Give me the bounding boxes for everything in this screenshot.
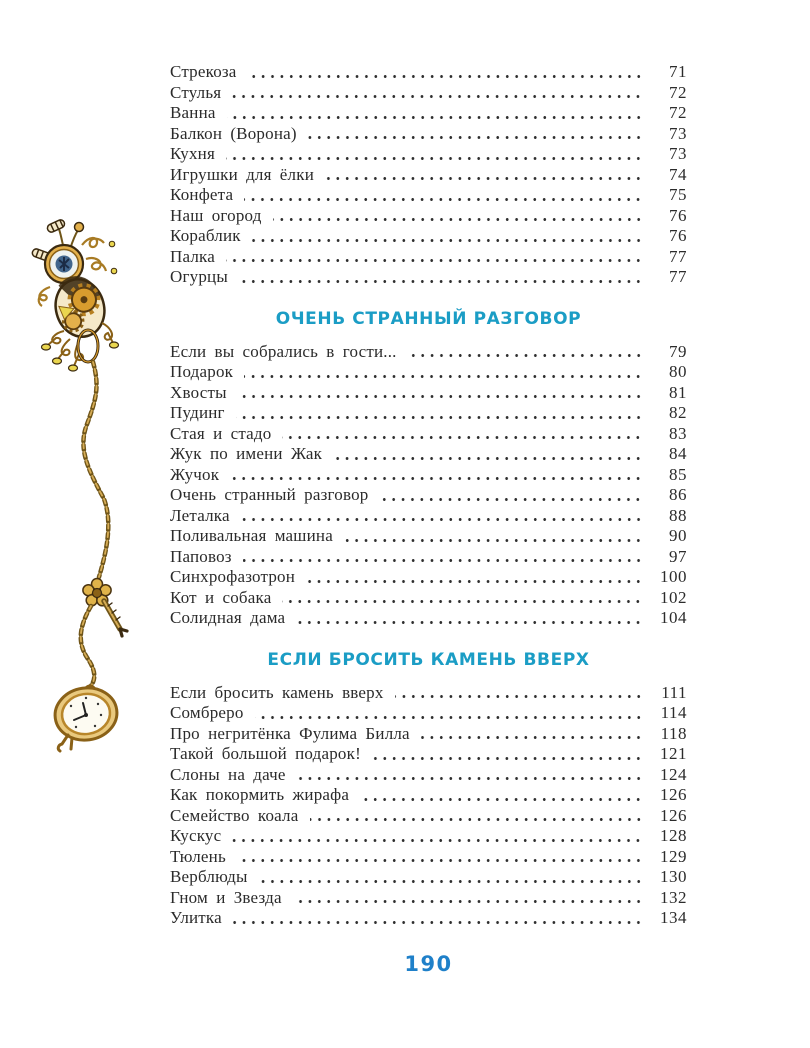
entry-page-number: 126 — [660, 805, 687, 825]
dot-leader — [230, 476, 643, 481]
dot-leader — [226, 156, 643, 161]
section-entries — [170, 62, 687, 288]
dot-leader — [395, 694, 643, 699]
entry-page-number: 81 — [669, 382, 687, 402]
entry-page-number: 124 — [660, 764, 687, 784]
toc-entry-row — [170, 806, 687, 827]
entry-title: Стрекоза — [170, 62, 237, 81]
entry-page-number: 82 — [669, 403, 687, 422]
section-header: ЕСЛИ БРОСИТЬ КАМЕНЬ ВВЕРХ — [267, 649, 590, 670]
entry-title: Подарок — [170, 362, 234, 381]
entry-title: Сомбреро — [170, 703, 244, 722]
entry-title: Огурцы — [170, 267, 228, 286]
dot-leader — [232, 94, 643, 99]
dot-leader — [293, 899, 643, 904]
dot-leader — [233, 920, 643, 925]
toc-entry-row — [170, 588, 687, 609]
toc-entry-row — [170, 465, 687, 486]
watch-chain-upper — [83, 362, 108, 577]
dot-leader — [282, 435, 643, 440]
dot-leader — [243, 558, 643, 563]
entry-page-number: 79 — [669, 341, 687, 361]
entry-page-number: 100 — [660, 567, 687, 586]
page-number: 190 — [404, 952, 453, 976]
entry-title: Тюлень — [170, 846, 226, 866]
entry-title: Пудинг — [170, 403, 225, 422]
section-entries — [170, 342, 687, 629]
toc-entry-row — [170, 888, 687, 909]
dot-leader — [244, 374, 643, 379]
toc-entry-row — [170, 785, 687, 806]
toc-entry-row — [170, 724, 687, 745]
toc-entry-row — [170, 567, 687, 588]
entry-page-number: 76 — [669, 226, 687, 245]
toc-entry-row — [170, 103, 687, 124]
toc-entry-row — [170, 485, 687, 506]
entry-title: Хвосты — [170, 382, 227, 402]
entry-page-number: 114 — [660, 703, 687, 722]
entry-page-number: 126 — [660, 785, 687, 804]
toc-entry-row — [170, 444, 687, 465]
toc-entry-row — [170, 908, 687, 929]
dot-leader — [273, 217, 643, 222]
toc-entry-row — [170, 703, 687, 724]
entry-title: Если вы собрались в гости... — [170, 341, 397, 361]
bug-antenna-knob — [75, 223, 84, 232]
dot-leader — [308, 135, 643, 140]
toc-section — [170, 62, 687, 288]
entry-title: Стулья — [170, 82, 222, 102]
toc-entry-row — [170, 124, 687, 145]
toc-entry-row — [170, 547, 687, 568]
entry-title: Такой большой подарок! — [170, 744, 361, 763]
entry-page-number: 111 — [661, 682, 687, 702]
entry-title: Стая и стадо — [170, 423, 272, 443]
dot-leader — [282, 599, 643, 604]
entry-title: Жук по имени Жак — [170, 444, 323, 463]
section-header: ОЧЕНЬ СТРАННЫЙ РАЗГОВОР — [275, 308, 582, 329]
entry-page-number: 74 — [669, 164, 687, 184]
key-charm — [104, 601, 127, 636]
entry-title: Балкон (Ворона) — [170, 123, 297, 143]
dot-leader — [236, 415, 643, 420]
dot-leader — [227, 115, 643, 120]
entry-title: Гном и Звезда — [170, 887, 282, 907]
entry-page-number: 80 — [669, 362, 687, 381]
toc-entry-row — [170, 403, 687, 424]
toc-entry-row — [170, 608, 687, 629]
dot-leader — [306, 579, 643, 584]
entry-page-number: 73 — [669, 144, 687, 163]
entry-page-number: 104 — [660, 608, 687, 627]
toc-entry-row — [170, 383, 687, 404]
toc-section — [170, 308, 687, 629]
toc-entry-row — [170, 765, 687, 786]
entry-page-number: 71 — [669, 62, 687, 81]
toc-entry-row — [170, 362, 687, 383]
toc-entry-row — [170, 744, 687, 765]
toc-entry-row — [170, 506, 687, 527]
dot-leader — [297, 776, 643, 781]
toc-entry-row — [170, 62, 687, 83]
entry-title: Кот и собака — [170, 587, 272, 607]
entry-page-number: 132 — [660, 887, 687, 907]
entry-title: Поливальная машина — [170, 526, 333, 545]
dot-leader — [259, 879, 643, 884]
entry-title: Улитка — [170, 908, 222, 927]
bug-antenna-capsule-top — [46, 219, 66, 234]
dot-leader — [379, 497, 643, 502]
toc-entry-row — [170, 683, 687, 704]
dot-leader — [408, 353, 643, 358]
entry-page-number: 77 — [669, 246, 687, 266]
dot-leader — [239, 279, 643, 284]
dot-leader — [310, 817, 644, 822]
entry-page-number: 90 — [669, 526, 687, 545]
dot-leader — [244, 197, 643, 202]
toc-entry-row — [170, 826, 687, 847]
entry-page-number: 76 — [669, 205, 687, 225]
entry-page-number: 128 — [660, 826, 687, 845]
dot-leader — [372, 756, 643, 761]
dot-leader — [344, 538, 643, 543]
entry-title: Конфета — [170, 185, 234, 204]
dot-leader — [296, 620, 643, 625]
toc-entry-row — [170, 185, 687, 206]
dot-leader — [238, 394, 643, 399]
dot-leader — [255, 715, 643, 720]
entry-title: Кухня — [170, 144, 215, 163]
entry-title: Игрушки для ёлки — [170, 164, 314, 184]
entry-title: Леталка — [170, 505, 230, 525]
entry-title: Семейство коала — [170, 805, 299, 825]
toc-entry-row — [170, 206, 687, 227]
entry-title: Солидная дама — [170, 608, 286, 627]
dot-leader — [226, 258, 643, 263]
dot-leader — [333, 456, 643, 461]
entry-title: Палка — [170, 246, 216, 266]
entry-title: Очень странный разговор — [170, 485, 369, 504]
entry-page-number: 85 — [669, 464, 687, 484]
entry-title: Наш огород — [170, 205, 262, 225]
dot-leader — [325, 176, 643, 181]
entry-title: Верблюды — [170, 867, 248, 886]
toc-entry-row — [170, 847, 687, 868]
dot-leader — [241, 517, 643, 522]
entry-page-number: 83 — [669, 423, 687, 443]
entry-page-number: 121 — [660, 744, 687, 763]
dot-leader — [248, 74, 643, 79]
entry-page-number: 129 — [660, 846, 687, 866]
toc-entry-row — [170, 165, 687, 186]
entry-title: Кускус — [170, 826, 222, 845]
dot-leader — [232, 838, 643, 843]
entry-page-number: 134 — [660, 908, 687, 927]
entry-title: Жучок — [170, 464, 220, 484]
entry-page-number: 75 — [669, 185, 687, 204]
entry-page-number: 130 — [660, 867, 687, 886]
toc-entry-row — [170, 867, 687, 888]
entry-title: Если бросить камень вверх — [170, 682, 384, 702]
entry-page-number: 72 — [669, 82, 687, 102]
toc-entry-row — [170, 247, 687, 268]
section-entries — [170, 683, 687, 929]
toc-entry-row — [170, 267, 687, 288]
toc-section — [170, 649, 687, 929]
entry-page-number: 86 — [669, 485, 687, 504]
toc-entry-row — [170, 144, 687, 165]
entry-page-number: 73 — [669, 123, 687, 143]
toc-entry-row — [170, 424, 687, 445]
toc-entry-row — [170, 342, 687, 363]
toc-entry-row — [170, 226, 687, 247]
table-of-contents — [170, 62, 687, 929]
entry-page-number: 77 — [669, 267, 687, 286]
entry-title: Как покормить жирафа — [170, 785, 350, 804]
dot-leader — [252, 238, 643, 243]
entry-title: Паповоз — [170, 546, 232, 566]
entry-title: Про негритёнка Фулима Билла — [170, 723, 410, 743]
pocket-watch — [52, 684, 121, 751]
entry-page-number: 72 — [669, 103, 687, 122]
entry-page-number: 102 — [660, 587, 687, 607]
entry-title: Синхрофазотрон — [170, 567, 296, 586]
dot-leader — [360, 797, 643, 802]
entry-page-number: 84 — [669, 444, 687, 463]
dot-leader — [421, 735, 643, 740]
mechanical-bug-watch-illustration — [20, 215, 160, 755]
entry-title: Ванна — [170, 103, 216, 122]
watch-chain-lower — [81, 606, 95, 687]
toc-entry-row — [170, 83, 687, 104]
entry-title: Кораблик — [170, 226, 241, 245]
toc-entry-row — [170, 526, 687, 547]
entry-page-number: 97 — [669, 546, 687, 566]
entry-title: Слоны на даче — [170, 764, 286, 784]
entry-page-number: 88 — [669, 505, 687, 525]
entry-page-number: 118 — [660, 723, 687, 743]
dot-leader — [237, 858, 643, 863]
